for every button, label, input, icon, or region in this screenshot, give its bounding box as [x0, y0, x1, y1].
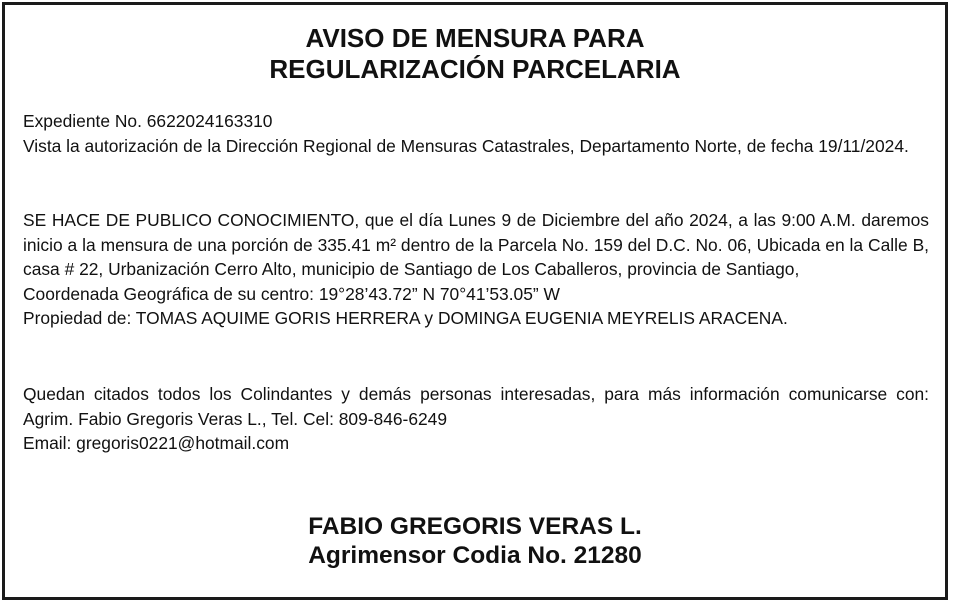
announcement-block — [23, 208, 929, 331]
property-owners: Propiedad de: TOMAS AQUIME GORIS HERRERA y DOMINGA EUGENIA MEYRELIS ARACENA. — [23, 308, 788, 328]
signature-name: FABIO GREGORIS VERAS L. — [308, 513, 642, 540]
public-notice-text: SE HACE DE PUBLICO CONOCIMIENTO, que el día Lunes 9 de Diciembre del año 2024, a las 9:00 A.M. daremos inicio a la mensura de una porción de 335.41 m² dentro de la Parcela No. 159 del D.C. No. 06, Ubicada en la Calle B, casa # 22, Urbanización Cerro Alto, municipio de Santiago de Los Caballeros, provincia de Santiago, — [23, 210, 929, 279]
notice-title — [5, 23, 945, 85]
notice-frame — [2, 2, 948, 600]
title-line-1: AVISO DE MENSURA PARA — [305, 23, 645, 53]
citation-text: Quedan citados todos los Colindantes y demás personas interesadas, para más información comunicarse con: Agrim. Fabio Gregoris Veras L., Tel. Cel: 809-846-6249 — [23, 384, 929, 429]
signature-credential: Agrimensor Codia No. 21280 — [308, 542, 642, 569]
expediente-block — [23, 109, 929, 158]
title-line-2: REGULARIZACIÓN PARCELARIA — [269, 54, 681, 84]
signature-block — [5, 512, 945, 570]
expediente-number: Expediente No. 6622024163310 — [23, 111, 273, 131]
geographic-coordinates: Coordenada Geográfica de su centro: 19°28’43.72” N 70°41’53.05” W — [23, 283, 560, 304]
authorization-text: Vista la autorización de la Dirección Regional de Mensuras Catastrales, Departamento Norte, de fecha 19/11/2024. — [23, 135, 909, 156]
contact-block — [23, 382, 929, 456]
contact-email: Email: gregoris0221@hotmail.com — [23, 433, 290, 453]
